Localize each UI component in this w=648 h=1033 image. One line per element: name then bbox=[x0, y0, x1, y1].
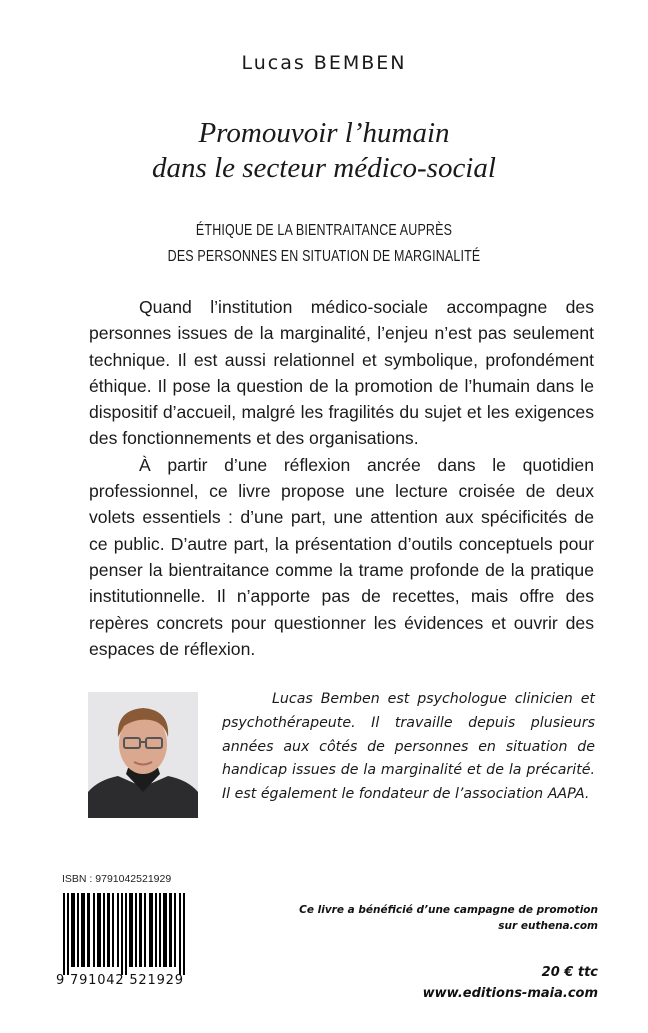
promo-line-1: Ce livre a bénéficié d’une campagne de promotion bbox=[299, 904, 598, 916]
author-portrait-icon bbox=[88, 692, 198, 818]
barcode-icon bbox=[63, 893, 185, 975]
price: 20 € ttc bbox=[541, 965, 598, 980]
author-photo bbox=[88, 692, 198, 818]
blurb bbox=[89, 294, 594, 662]
blurb-paragraph-1: Quand l’institution médico-sociale accompagne des personnes issues de la marginalité, l’enjeu n’est pas seulement technique. Il est aussi relationnel et symbolique, profondément éthique. Il pose la question de la promotion de l’humain dans le dispositif d’accueil, malgré les fragilités du sujet et les exigences des fonctionnements et des organisations. bbox=[89, 297, 594, 449]
promo-line-2: sur euthena.com bbox=[498, 920, 598, 932]
author-bio bbox=[222, 688, 595, 807]
author-bio-text: Lucas Bemben est psychologue clinicien et psychothérapeute. Il travaille depuis plusieurs années aux côtés de personnes en situation de handicap issues de la marginalité et de la précarité. Il est également le fondateur de l’association AAPA. bbox=[222, 691, 595, 803]
blurb-paragraph-2: À partir d’une réflexion ancrée dans le quotidien professionnel, ce livre propose une lecture croisée de deux volets essentiels : d’une part, une attention aux spécificités de ce public. D’autre part, la présentation d’outils conceptuels pour penser la bientraitance comme la trame profonde de la pratique institutionnelle. Il n’apporte pas de recettes, mais offre des repères concrets pour questionner les évidences et ouvrir des espaces de réflexion. bbox=[89, 454, 594, 659]
barcode-digits: 9 791042 521929 bbox=[56, 973, 184, 988]
title-line-2: dans le secteur médico-social bbox=[152, 152, 496, 184]
publisher-website: www.editions-maia.com bbox=[422, 986, 598, 1001]
isbn-label: ISBN : 9791042521929 bbox=[62, 873, 172, 885]
promo-note bbox=[299, 902, 598, 934]
subtitle-line-1: ÉTHIQUE DE LA BIENTRAITANCE AUPRÈS bbox=[195, 222, 453, 239]
book-title bbox=[0, 116, 648, 186]
title-line-1: Promouvoir l’humain bbox=[198, 117, 450, 149]
book-subtitle bbox=[71, 218, 576, 270]
author-name: Lucas BEMBEN bbox=[241, 52, 407, 74]
subtitle-line-2: DES PERSONNES EN SITUATION DE MARGINALITÉ bbox=[167, 248, 481, 265]
